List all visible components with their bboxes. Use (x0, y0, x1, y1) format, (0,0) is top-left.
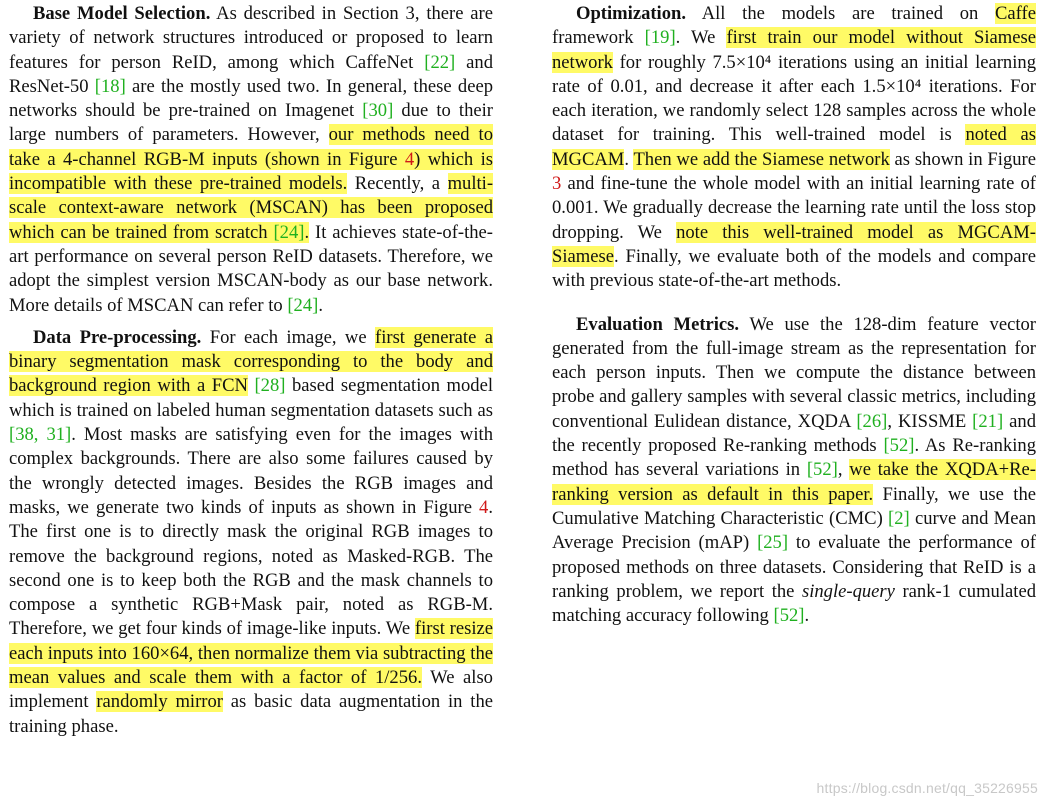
text-run: to evaluate the performance of proposed methods on three datasets. Considering that ReID is a ranking problem, we report the (552, 532, 1036, 602)
citation-link[interactable]: [52] (883, 435, 915, 457)
citation-link[interactable]: [52] (773, 605, 805, 627)
text-run: , KISSME (887, 410, 973, 432)
citation-link[interactable]: [24] (273, 221, 305, 243)
text-run: . Finally, we evaluate both of the models and compare with previous state-of-the-art methods. (552, 245, 1036, 292)
highlight: note this well-trained model as MGCAM-Siamese (552, 221, 1036, 267)
highlight: we take the XQDA+Re-ranking version as default in this paper. (552, 459, 1036, 505)
text-run: , (837, 459, 850, 481)
citation-link[interactable]: [18] (94, 75, 126, 97)
citation-link[interactable]: [19] (644, 27, 676, 49)
citation-link[interactable]: [21] (972, 410, 1004, 432)
text-run: As described in Section 3, there are variety of network structures introduced or proposed to learn features for person ReID, among which CaffeNet (9, 3, 493, 73)
text-run: All the models are trained on (686, 3, 996, 24)
text-run: as shown in Figure (889, 148, 1036, 170)
text-run: are the mostly used two. In general, these deep networks should be pre-trained on Imagenet (9, 75, 493, 122)
figure-link[interactable]: 4 (479, 496, 489, 518)
text-run: our methods need to take a 4-channel RGB-M inputs (shown in Figure (9, 124, 493, 170)
citation-link[interactable]: [2] (888, 507, 910, 529)
text-run: . The first one is to directly mask the original RGB images to remove the background regions, noted as Masked-RGB. The second one is to keep both the RGB and the mask channels to compose a synthetic RGB+Mask pair, noted as RGB-M. Therefore, we get four kinds of image-like inputs. We (9, 496, 493, 640)
evaluation-heading: Evaluation Metrics. (576, 313, 740, 335)
citation-link[interactable]: [30] (362, 100, 394, 122)
text-run: We also implement (9, 667, 493, 713)
text-run: due to their large numbers of parameters. However, (9, 100, 493, 146)
text-run: multi-scale context-aware network (MSCAN) has been proposed which can be trained from scratch (9, 173, 494, 243)
text-run: . (318, 294, 323, 316)
optimization-paragraph (552, 2, 1036, 294)
highlight: first train our model without Siamese network (552, 27, 1036, 73)
watermark: https://blog.csdn.net/qq_35226955 (816, 780, 1038, 796)
italic-term: single-query (801, 580, 895, 602)
data-preprocessing-heading: Data Pre-processing. (33, 326, 202, 348)
citation-link[interactable]: [38, 31] (9, 424, 72, 446)
highlight: noted as MGCAM (552, 124, 1036, 170)
text-run: . We (675, 27, 727, 49)
figure-link[interactable]: 3 (552, 173, 562, 195)
left-column (9, 2, 493, 739)
text-run: framework (552, 27, 645, 49)
citation-link[interactable]: [52] (806, 459, 838, 481)
citation-link[interactable]: [26] (856, 410, 888, 432)
citation-link[interactable]: [28] (254, 375, 286, 397)
highlight: Caffe (995, 3, 1036, 24)
text-run: . As Re-ranking method has several variations in (552, 435, 1037, 481)
text-run: . (804, 605, 810, 627)
right-column (552, 2, 1036, 628)
text-run: curve and Mean Average Precision (mAP) (552, 507, 1036, 554)
text-run: . (304, 221, 310, 243)
text-run: It achieves state-of-the-art performance on several person ReID datasets. Therefore, we adopt the simplest version MSCAN-body as our base network. More details of MSCAN can refer to (9, 221, 493, 316)
text-run: Recently, a (347, 173, 448, 195)
text-run: and the recently proposed Re-ranking methods (552, 410, 1036, 457)
highlight: randomly mirror (96, 691, 223, 713)
citation-link[interactable]: [22] (424, 51, 456, 73)
text-run: ) which is incompatible with these pre-trained models. (9, 148, 493, 195)
text-run: and ResNet-50 (9, 51, 493, 97)
citation-link[interactable]: [25] (757, 532, 789, 554)
text-run: rank-1 cumulated matching accuracy following (552, 580, 1036, 627)
highlight: first resize each inputs into 160×64, then normalize them via subtracting the mean values and scale them with a factor of 1/256. (9, 618, 494, 689)
text-run: . (624, 148, 634, 170)
text-run: and fine-tune the whole model with an initial learning rate of 0.001. We gradually decrease the learning rate until the loss stop dropping. We (552, 173, 1036, 243)
optimization-heading: Optimization. (576, 3, 687, 24)
text-run: For each image, we (201, 326, 376, 348)
text-run: as basic data augmentation in the training phase. (9, 691, 494, 737)
text-run: We use the 128-dim feature vector generated from the full-image stream as the representation for each person inputs. Then we compute the distance between probe and gallery samples with several classic metrics, including conventional Eulidean distance, XQDA (552, 313, 1036, 432)
citation-link[interactable]: [24] (287, 294, 319, 316)
figure-link[interactable]: 4 (404, 148, 415, 170)
text-run: Finally, we use the Cumulative Matching Characteristic (CMC) (552, 483, 1036, 529)
text-run: for roughly 7.5×10⁴ iterations using an initial learning rate of 0.01, and decrease it after each 1.5×10⁴ iterations. For each iteration, we randomly select 128 samples across the whole dataset for training. This well-trained model is (552, 51, 1036, 146)
highlight: Then we add the Siamese network (633, 148, 890, 170)
text-run: . Most masks are satisfying even for the images with complex backgrounds. There are also some failures caused by the wrongly detected images. Besides the RGB images and masks, we generate two kinds of inputs as shown in Figure (9, 424, 493, 518)
evaluation-metrics-paragraph (552, 313, 1036, 629)
base-model-heading: Base Model Selection. (33, 3, 211, 24)
highlight: first generate a binary segmentation mask corresponding to the body and background region with a FCN (9, 326, 493, 397)
base-model-selection-paragraph (9, 2, 493, 318)
data-preprocessing-paragraph (9, 326, 493, 739)
text-run: based segmentation model which is trained on labeled human segmentation datasets such as (9, 375, 493, 421)
